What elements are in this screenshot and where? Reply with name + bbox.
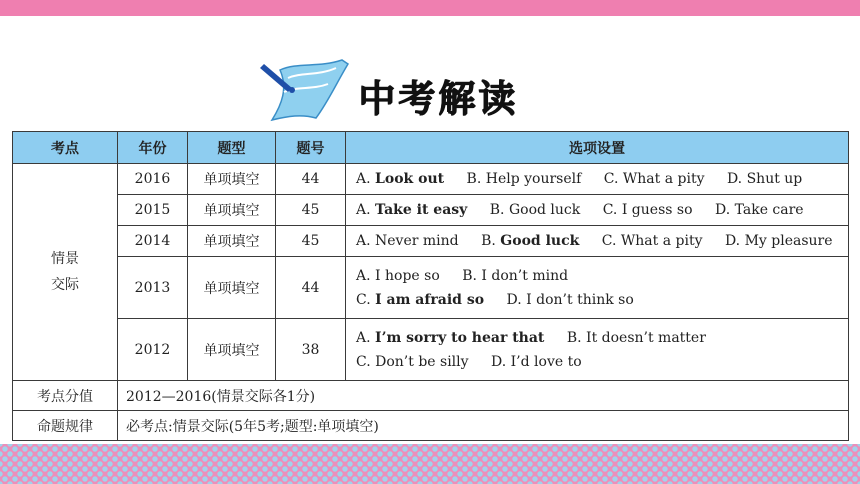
option-text: Help yourself	[485, 171, 582, 187]
table-row	[13, 226, 849, 257]
options-cell	[346, 226, 849, 257]
option-text-answer: Take it easy	[375, 202, 468, 218]
column-header: 考点	[13, 132, 118, 164]
option-text-answer: Look out	[375, 171, 445, 187]
option-text: Take care	[734, 202, 804, 218]
option-letter: D.	[491, 353, 507, 370]
option-text-answer: I’m sorry to hear that	[375, 329, 545, 346]
year-cell: 2014	[118, 226, 188, 257]
top-decorative-band	[0, 0, 860, 16]
options-line	[356, 264, 848, 288]
pattern-label: 命题规律	[13, 411, 118, 441]
category-label-line1: 情景	[51, 251, 79, 267]
table-row	[13, 411, 849, 441]
option-letter: C.	[356, 353, 371, 370]
table-row	[13, 195, 849, 226]
option-letter: B.	[481, 233, 496, 249]
option-letter: D.	[726, 171, 743, 187]
type-cell: 单项填空	[188, 226, 276, 257]
option-text: What a pity	[622, 171, 705, 187]
option-text: My pleasure	[744, 233, 833, 249]
option-text: Shut up	[746, 171, 803, 187]
option-letter: C.	[602, 202, 618, 218]
option-text: Don’t be silly	[375, 353, 469, 370]
table-row	[13, 164, 849, 195]
option-text-answer: I am afraid so	[375, 291, 485, 308]
option-text: It doesn’t matter	[586, 329, 706, 346]
type-cell: 单项填空	[188, 164, 276, 195]
options-cell	[346, 319, 849, 381]
options-cell	[346, 257, 849, 319]
options-cell	[346, 164, 849, 195]
year-cell: 2015	[118, 195, 188, 226]
option-letter: B.	[462, 267, 477, 284]
column-header: 年份	[118, 132, 188, 164]
option-letter: C.	[603, 171, 619, 187]
option-letter: A.	[356, 233, 371, 249]
option-letter: C.	[601, 233, 617, 249]
option-letter: D.	[724, 233, 741, 249]
table-row	[13, 257, 849, 319]
type-cell: 单项填空	[188, 195, 276, 226]
option-letter: A.	[356, 171, 371, 187]
table-row	[13, 381, 849, 411]
paper-scroll-pen-icon	[258, 58, 354, 122]
table-row	[13, 319, 849, 381]
option-text: Never mind	[375, 233, 459, 249]
option-letter: B.	[466, 171, 482, 187]
option-letter: D.	[714, 202, 731, 218]
option-text: I guess so	[621, 202, 693, 218]
table-header-row	[13, 132, 849, 164]
category-cell	[13, 164, 118, 381]
option-text: I’d love to	[510, 353, 582, 370]
number-cell: 45	[276, 226, 346, 257]
option-text: I don’t mind	[481, 267, 569, 284]
number-cell: 44	[276, 164, 346, 195]
option-letter: A.	[356, 267, 371, 284]
option-letter: B.	[489, 202, 505, 218]
option-text: What a pity	[620, 233, 703, 249]
number-cell: 44	[276, 257, 346, 319]
bottom-decorative-band	[0, 444, 860, 484]
column-header: 题号	[276, 132, 346, 164]
options-line	[356, 350, 848, 374]
number-cell: 45	[276, 195, 346, 226]
options-cell	[346, 195, 849, 226]
year-cell: 2016	[118, 164, 188, 195]
option-text: Good luck	[508, 202, 581, 218]
section-header	[258, 58, 578, 122]
column-header: 题型	[188, 132, 276, 164]
category-label-line2: 交际	[51, 277, 79, 293]
option-letter: D.	[506, 291, 522, 308]
type-cell: 单项填空	[188, 257, 276, 319]
page-title: 中考解读	[358, 77, 518, 120]
option-letter: A.	[356, 329, 371, 346]
pattern-value: 必考点:情景交际(5年5考;题型:单项填空)	[118, 411, 849, 441]
year-cell: 2013	[118, 257, 188, 319]
score-value: 2012—2016(情景交际各1分)	[118, 381, 849, 411]
type-cell: 单项填空	[188, 319, 276, 381]
number-cell: 38	[276, 319, 346, 381]
option-text: I hope so	[375, 267, 440, 284]
option-letter: B.	[566, 329, 582, 346]
options-line	[356, 326, 848, 350]
option-text: I don’t think so	[526, 291, 634, 308]
option-letter: C.	[356, 291, 371, 308]
exam-analysis-table	[12, 131, 849, 441]
option-text-answer: Good luck	[500, 233, 580, 249]
score-label: 考点分值	[13, 381, 118, 411]
column-header: 选项设置	[346, 132, 849, 164]
year-cell: 2012	[118, 319, 188, 381]
options-line	[356, 288, 848, 312]
option-letter: A.	[356, 202, 371, 218]
